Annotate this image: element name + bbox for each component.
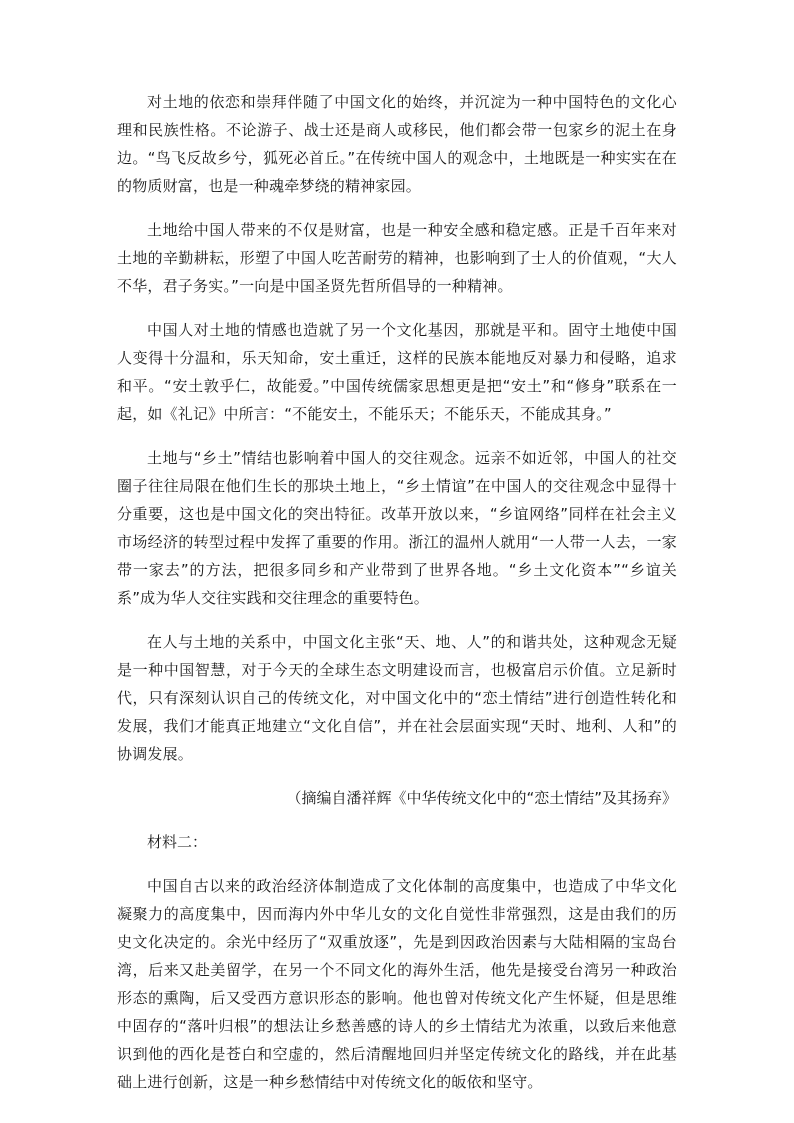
paragraph-1: 对土地的依恋和崇拜伴随了中国文化的始终，并沉淀为一种中国特色的文化心理和民族性格。不论游子、战士还是商人或移民，他们都会带一包家乡的泥土在身边。“鸟飞反故乡兮，狐死必首丘。”在传统中国人的观念中，土地既是一种实实在在的物质财富，也是一种魂牵梦绕的精神家园。 (117, 93, 677, 195)
document-page (117, 0, 677, 1112)
paragraph-5: 在人与土地的关系中，中国文化主张“天、地、人”的和谐共处，这种观念无疑是一种中国智慧，对于今天的全球生态文明建设而言，也极富启示价值。立足新时代，只有深刻认识自己的传统文化，对中国文化中的“恋土情结”进行创造性转化和发展，我们才能真正地建立“文化自信”，并在社会层面实现“天时、地利、人和”的协调发展。 (117, 633, 677, 763)
paragraph-2: 土地给中国人带来的不仅是财富，也是一种安全感和稳定感。正是千百年来对土地的辛勤耕耘，形塑了中国人吃苦耐劳的精神，也影响到了士人的价值观，“大人不华，君子务实。”一向是中国圣贤先哲所倡导的一种精神。 (117, 221, 677, 295)
source-citation: （摘编自潘祥辉《中华传统文化中的“恋土情结”及其扬弃》 (286, 789, 677, 807)
paragraph-6: 中国自古以来的政治经济体制造成了文化体制的高度集中，也造成了中华文化凝聚力的高度集中，因而海内外中华儿女的文化自觉性非常强烈，这是由我们的历史文化决定的。余光中经历了“双重放逐”，先是到因政治因素与大陆相隔的宝岛台湾，后来又赴美留学，在另一个不同文化的海外生活，他先是接受台湾另一种政治形态的熏陶，后又受西方意识形态的影响。他也曾对传统文化产生怀疑，但是思维中固存的“落叶归根”的想法让乡愁善感的诗人的乡土情结尤为浓重，以致后来他意识到他的西化是苍白和空虚的，然后清醒地回归并坚定传统文化的路线，并在此基础上进行创新，这是一种乡愁情结中对传统文化的皈依和坚守。 (117, 877, 677, 1091)
section-label: 材料二： (147, 833, 208, 851)
paragraph-4: 土地与“乡土”情结也影响着中国人的交往观念。远亲不如近邻，中国人的社交圈子往往局限在他们生长的那块土地上，“乡土情谊”在中国人的交往观念中显得十分重要，这也是中国文化的突出特征。改革开放以来，“乡谊网络”同样在社会主义市场经济的转型过程中发挥了重要的作用。浙江的温州人就用“一人带一人去，一家带一家去”的方法，把很多同乡和产业带到了世界各地。“乡土文化资本”“乡谊关系”成为华人交往实践和交往理念的重要特色。 (117, 449, 677, 607)
paragraph-3: 中国人对土地的情感也造就了另一个文化基因，那就是平和。固守土地使中国人变得十分温和，乐天知命，安土重迁，这样的民族本能地反对暴力和侵略，追求和平。“安土敦乎仁，故能爱。”中国传统儒家思想更是把“安土”和“修身”联系在一起，如《礼记》中所言：“不能安土，不能乐天；不能乐天，不能成其身。” (117, 321, 677, 423)
